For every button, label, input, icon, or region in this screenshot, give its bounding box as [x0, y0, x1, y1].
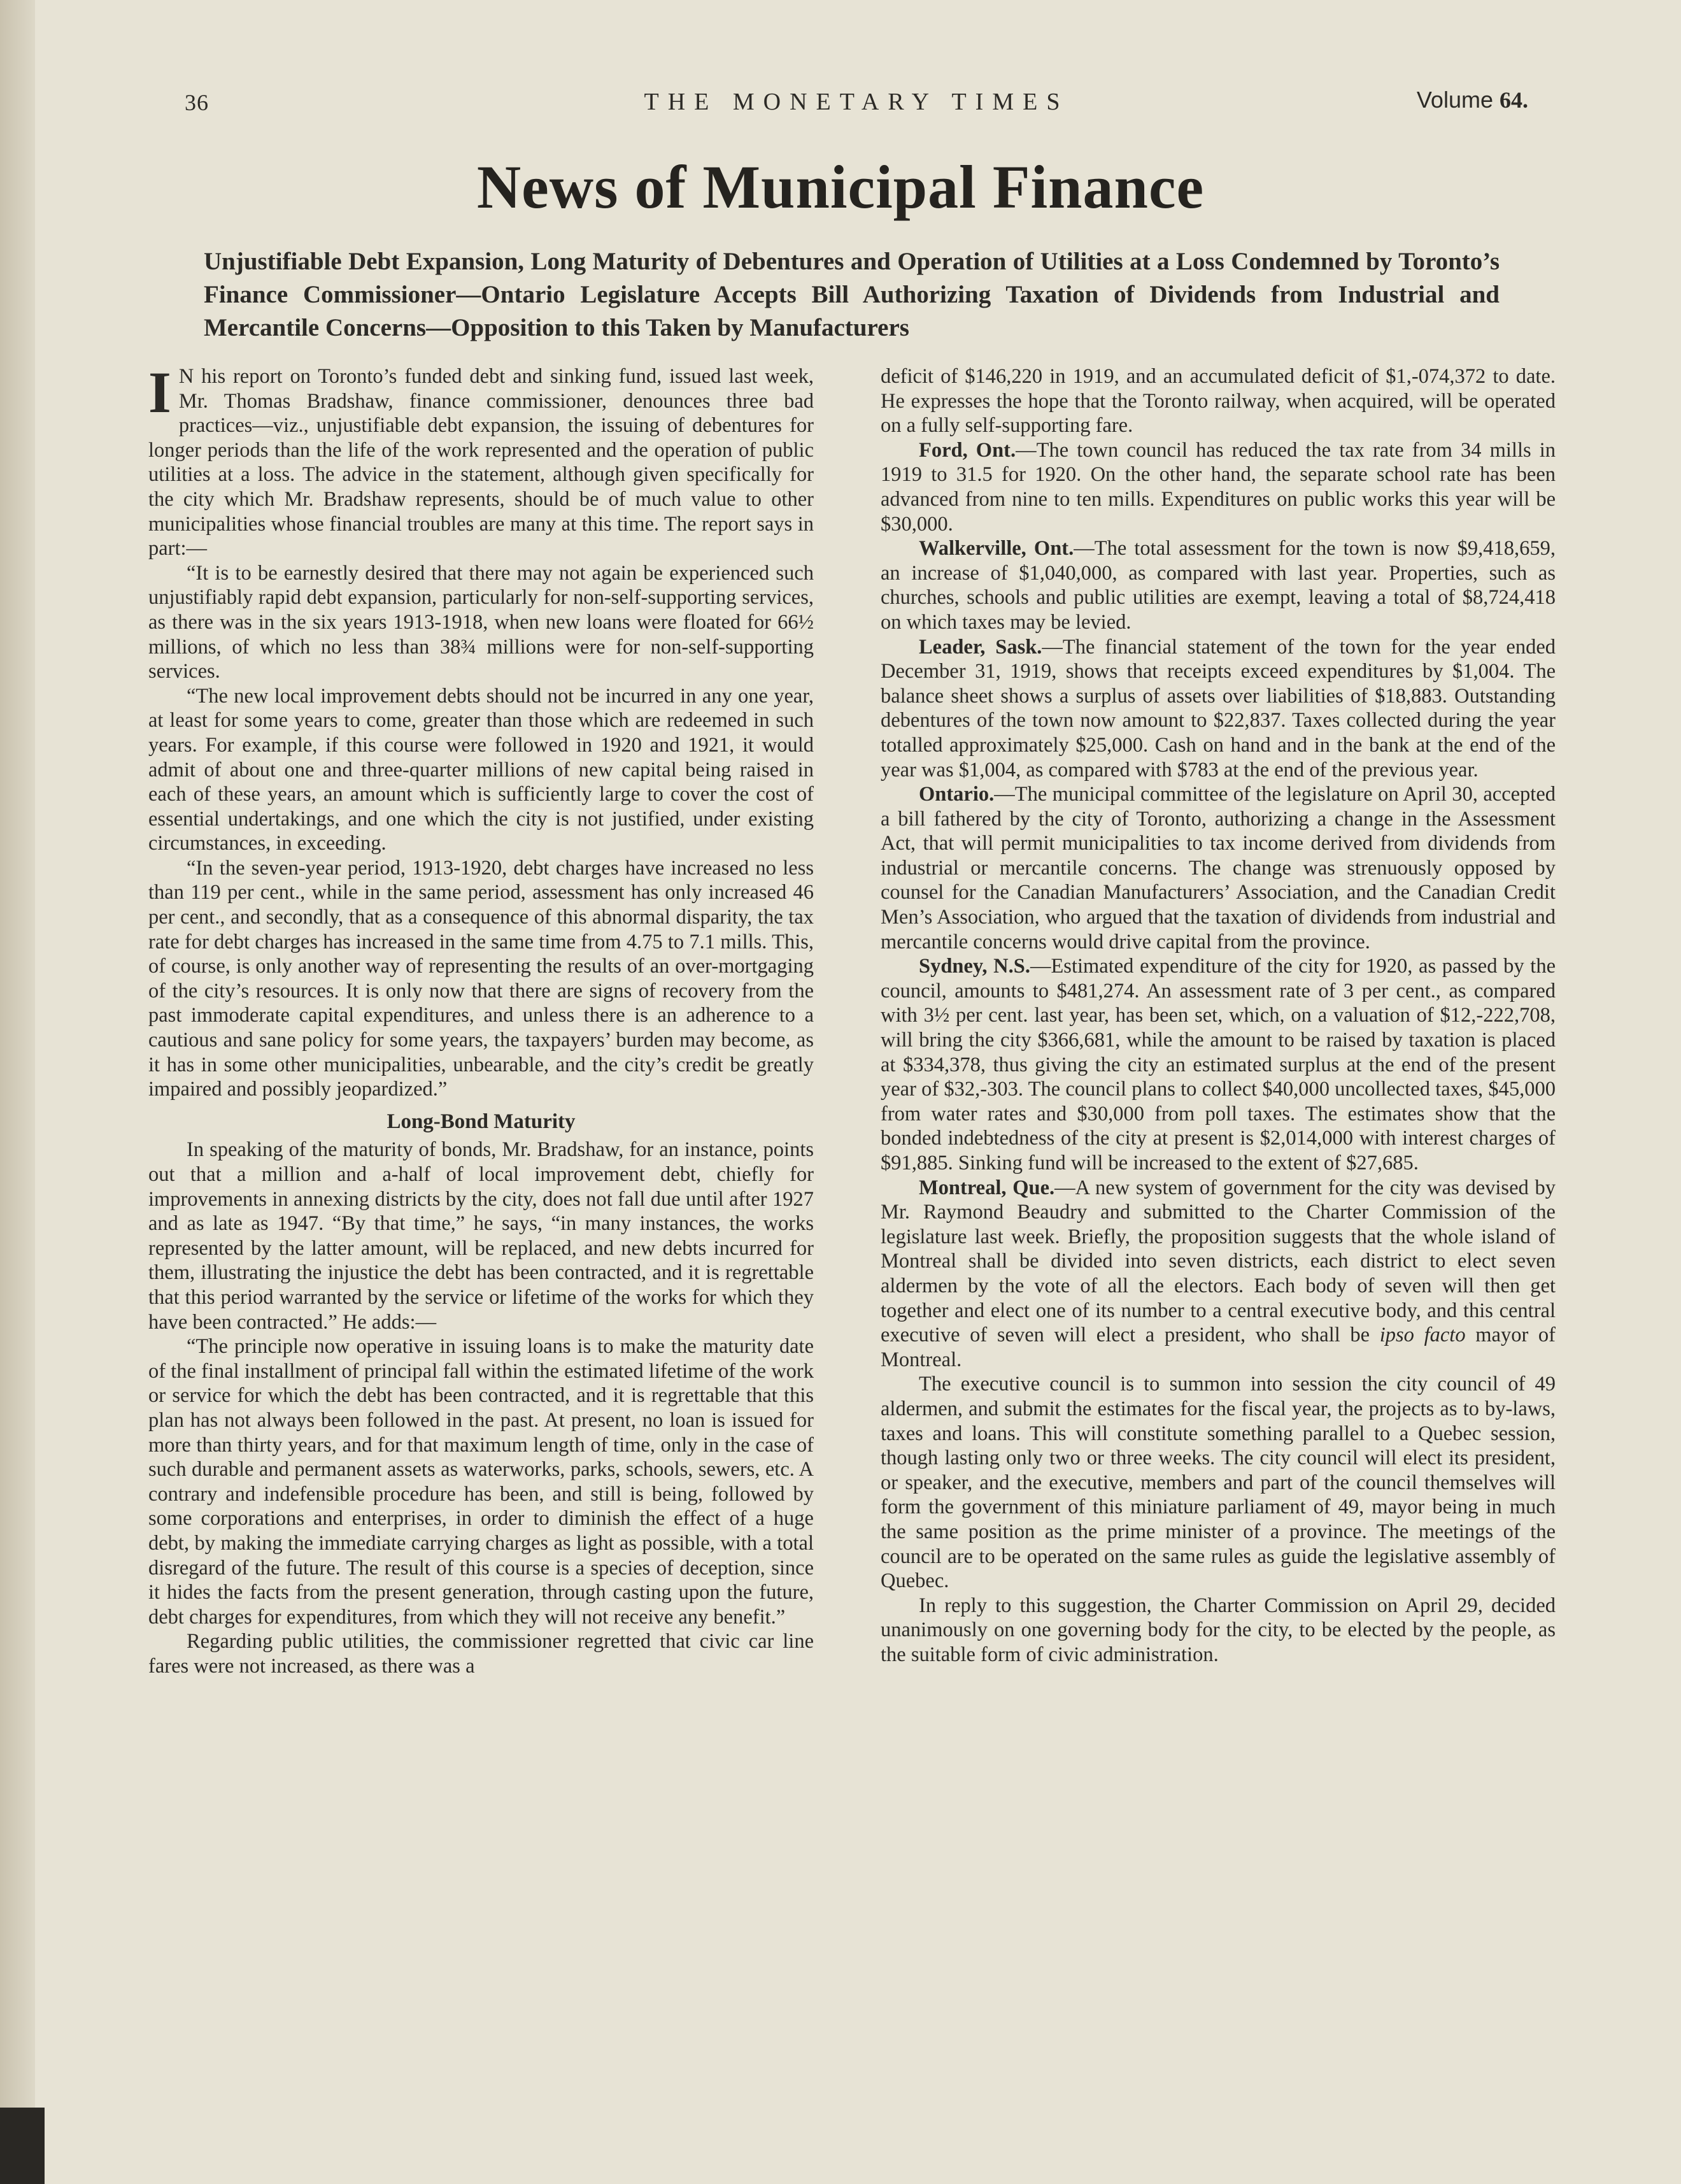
article-deck: Unjustifiable Debt Expansion, Long Maturity of Debentures and Operation of Utilities at a Loss Condemned by Toronto’s Finance Commissioner—Ontario Legislature Accepts Bill Authorizing Taxation of Dividends from Industrial and Mercantile Concerns—Opposition to this Taken by Manufacturers [204, 248, 1500, 341]
item-montreal [881, 1176, 1556, 1373]
paragraph-deficit-continued: deficit of $146,220 in 1919, and an accumulated deficit of $1,-074,372 to date. He expresses the hope that the Toronto railway, when acquired, will be operated on a fully self-supporting fare. [881, 365, 1556, 438]
paragraph-maturity: In speaking of the maturity of bonds, Mr. Bradshaw, for an instance, points out that a million and a-half of local improvement debt, chiefly for improvements in annexing districts by the city, does not fall due until after 1927 and as late as 1947. “By that time,” he says, “in many instances, the works represented by the latter amount, will be replaced, and new debts incurred for them, illustrating the injustice the debt has been contracted, and it is regrettable that this period warranted by the service or lifetime of the works for which they have been contracted.” He adds:— [148, 1138, 814, 1334]
item-sydney [881, 954, 1556, 1175]
item-ford [881, 438, 1556, 536]
place-walkerville: Walkerville, Ont. [919, 537, 1074, 560]
paragraph-executive-council: The executive council is to summon into session the city council of 49 aldermen, and submit the estimates for the fiscal year, the projects as to by-laws, taxes and loans. This will constitute something parallel to a Quebec session, though lasting only two or three weeks. The city council will elect its president, or speaker, and the executive, members and part of the council themselves will form the government of this miniature parliament of 49, mayor being in much the same position as the prime minister of a province. The meetings of the council are to be operated on the same rules as guide the legislative assembly of Quebec. [881, 1373, 1556, 1593]
paragraph-utilities: Regarding public utilities, the commissioner regretted that civic car line fares were not increased, as there was a [148, 1630, 814, 1678]
text-sydney: —Estimated expenditure of the city for 1920, as passed by the council, amounts to $481,274. An assessment rate of 3 per cent., as compared with 3½ per cent. last year, has been set, which, on a valuation of $12,-222,708, will bring the city $366,681, while the amount to be raised by taxation is placed at $334,378, thus giving the city an estimated surplus at the end of the present year of $32,-303. The council plans to collect $40,000 uncollected taxes, $45,000 from water rates and $30,000 from poll taxes. The estimates show that the bonded indebtedness of the city at present is $2,014,000 with interest charges of $91,885. Sinking fund will be increased to the extent of $27,685. [881, 955, 1556, 1174]
text-montreal-italic: ipso facto [1379, 1324, 1466, 1347]
running-header [185, 82, 1528, 120]
text-leader: —The financial statement of the town for the year ended December 31, 1919, shows that receipts exceed expenditures by $1,004. The balance sheet shows a surplus of assets over liabilities of $18,883. Outstanding debentures of the town now amount to $22,837. Taxes collected during the year totalled approximately $25,000. Cash on hand and in the bank at the end of the year was $1,004, as compared with $783 at the end of the previous year. [881, 635, 1556, 782]
drop-cap: I [148, 360, 171, 425]
volume-word: Volume [1416, 87, 1493, 113]
left-column [148, 360, 814, 1678]
text-montreal-b: mayor of Montreal. [881, 1324, 1556, 1371]
paragraph-reply: In reply to this suggestion, the Charter Commission on April 29, decided unanimously on one governing body for the city, to be elected by the people, as the suitable form of civic administration. [881, 1594, 1556, 1666]
text-ford: —The town council has reduced the tax rate from 34 mills in 1919 to 31.5 for 1920. On the other hand, the separate school rate has been advanced from nine to ten mills. Expenditures on public works this year will be $30,000. [881, 438, 1556, 536]
text-montreal-a: —A new system of government for the city was devised by Mr. Raymond Beaudry and submitted to the Charter Commission of the legislature last week. Briefly, the proposition suggests that the whole island of Montreal shall be divided into seven districts, each district to elect seven aldermen by the vote of all the electors. Each body of seven will then get together and elect one of its number to a central executive body, and this central executive of seven will elect a president, who shall be [881, 1176, 1556, 1347]
text-walkerville: —The total assessment for the town is now $9,418,659, an increase of $1,040,000, as compared with last year. Properties, such as churches, schools and public utilities are exempt, leaving a total of $8,724,418 on which taxes may be levied. [881, 537, 1556, 634]
scan-corner-shadow [0, 2108, 45, 2184]
place-montreal: Montreal, Que. [919, 1176, 1055, 1199]
item-ontario [881, 782, 1556, 954]
text-ontario: —The municipal committee of the legislature on April 30, accepted a bill fathered by the city of Toronto, authorizing a change in the Assessment Act, that will permit municipalities to tax income derived from dividends from industrial or mercantile concerns. The change was strenuously opposed by counsel for the Canadian Manufacturers’ Association, and the Canadian Credit Men’s Association, who argued that the taxation of dividends from industrial and mercantile concerns would drive capital from the province. [881, 783, 1556, 953]
paragraph-quote-3: “In the seven-year period, 1913-1920, debt charges have increased no less than 119 per cent., while in the same period, assessment has only increased 46 per cent., and secondly, that as a consequence of this abnormal disparity, the tax rate for debt charges has increased in the same time from 4.75 to 7.1 mills. This, of course, is only another way of representing the results of an over-mortgaging of the city’s resources. It is only now that there are signs of recovery from the past immoderate capital expenditures, and unless there is an adherence to a cautious and sane policy for some years, the taxpayers’ burden may become, as it has in some other municipalities, unbearable, and the city’s credit be greatly impaired and possibly jeopardized.” [148, 856, 814, 1101]
place-leader: Leader, Sask. [919, 635, 1042, 659]
publication-name: THE MONETARY TIMES [644, 89, 1069, 115]
item-walkerville [881, 536, 1556, 634]
volume-number: 64. [1500, 87, 1528, 113]
volume-label [1417, 87, 1528, 113]
page-gutter-edge [0, 0, 35, 2184]
intro-text: N his report on Toronto’s funded debt and sinking fund, issued last week, Mr. Thomas Bradshaw, finance commissioner, denounces three bad practices—viz., unjustifiable debt expansion, the issuing of debentures for longer periods than the life of the work represented and the operation of public utilities at a loss. The advice in the statement, although given specifically for the city which Mr. Bradshaw represents, should be of much value to other municipalities whose financial troubles are many at this time. The report says in part:— [148, 365, 814, 560]
paragraph-principle: “The principle now operative in issuing loans is to make the maturity date of the final installment of principal fall within the estimated lifetime of the work or service for which the debt has been contracted, and it is regrettable that this plan has not always been followed in the past. At present, no loan is issued for more than thirty years, and for that maximum length of time, only in the case of such durable and permanent assets as waterworks, parks, schools, sewers, etc. A contrary and indefensible procedure has been, and still is being, followed by some corporations and enterprises, in order to diminish the effect of a huge debt, by making the immediate carrying charges as light as possible, with a total disregard of the future. The result of this course is a species of deception, since it hides the facts from the present generation, through casting upon the future, debt charges for expenditures, from which they will not receive any benefit.” [148, 1335, 814, 1629]
place-ford: Ford, Ont. [919, 438, 1016, 462]
place-ontario: Ontario. [919, 783, 995, 806]
paragraph-intro [148, 360, 814, 561]
item-leader [881, 635, 1556, 783]
subheading-long-bond-maturity: Long-Bond Maturity [387, 1110, 576, 1133]
paragraph-quote-1: “It is to be earnestly desired that there may not again be experienced such unjustifiably rapid debt expansion, particularly for non-self-supporting services, as there was in the six years 1913-1918, when new loans were floated for 66½ millions, of which no less than 38¾ millions were for non-self-supporting services. [148, 561, 814, 683]
article-title: News of Municipal Finance [476, 153, 1205, 221]
place-sydney: Sydney, N.S. [919, 955, 1030, 978]
right-column [881, 364, 1556, 1667]
paragraph-quote-2: “The new local improvement debts should not be incurred in any one year, at least for some years to come, greater than those which are redeemed in such years. For example, if this course were followed in 1920 and 1921, it would admit of about one and three-quarter millions of new capital being raised in each of these years, an amount which is sufficiently large to cover the cost of essential undertakings, and one which the city is not justified, under existing circumstances, in exceeding. [148, 684, 814, 855]
page-number: 36 [185, 90, 209, 115]
